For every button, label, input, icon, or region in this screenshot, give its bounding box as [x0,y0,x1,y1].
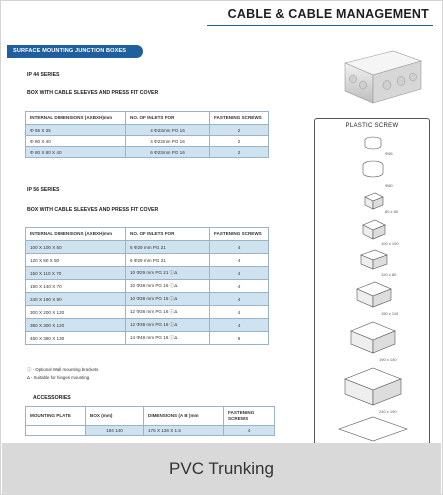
table-cell: 4 Φ23mm PG 16 [126,136,210,147]
table-cell: Φ 65 X 35 [26,125,126,136]
box-label: Φ80 [385,183,393,188]
box-150x110-drawing [357,282,399,316]
box-240x190-drawing [345,368,401,414]
table-row [26,241,269,254]
box-190x140-drawing [351,322,397,362]
table-cell: 12 Φ38 mm PG 16 ⓘΔ [126,306,210,319]
table-header: FASTENING SCREWS [210,112,269,125]
table-cell: 4 [210,254,269,267]
box-label: Φ65 [385,151,393,156]
ip44-series-label: IP 44 SERIES [27,72,60,78]
table-header: DIMENSIONS (A B )mm [144,407,224,426]
table-cell: 190 X 140 X 70 [26,280,126,293]
box-label: 100 x 100 [381,241,399,246]
box-large-drawing [339,417,407,441]
table-header: INTERNAL DIMENSIONS (AXBXH)mm [26,228,126,241]
table-cell: 4 [210,319,269,332]
table-row [26,147,269,158]
table-cell: 12 Φ38 mm PG 16 ⓘΔ [126,319,210,332]
caption-bar[interactable] [2,443,441,495]
table-cell: 240 X 190 X 90 [26,293,126,306]
table-cell: 4 [210,267,269,280]
table-header: NO. OF INLETS FOR [126,112,210,125]
table-row [26,426,275,436]
table-cell: 194 140 [86,426,144,436]
table-cell: 6 [210,332,269,345]
ip44-subtitle: BOX WITH CABLE SLEEVES AND PRESS FIT COVER [27,90,159,96]
box-label: 150 x 110 [381,311,399,316]
table-row [26,254,269,267]
table-cell: 2 [210,125,269,136]
table-cell: 10 Φ29 mm PG 21 ⓘΔ [126,267,210,280]
table-header: NO. OF INLETS FOR [126,228,210,241]
table-cell: 6 Φ29 mm PG 21 [126,254,210,267]
note-hinges: Δ - Suitable for hinges mounting. [27,375,91,380]
ip56-series-label: IP 56 SERIES [27,187,60,193]
accessories-table [25,406,275,436]
table-cell: 6 Φ23mm PG 16 [126,147,210,158]
junction-box-photo [335,45,425,111]
table-cell: 10 Φ38 mm PG 16 ⓘΔ [126,280,210,293]
table-cell: 2 [210,147,269,158]
table-row [26,293,269,306]
table-row [26,125,269,136]
catalog-header-title: CABLE & CABLE MANAGEMENT [227,7,429,21]
box-label: 80 x 80 [385,209,399,214]
table-cell: 176 X 126 X 1.5 [144,426,224,436]
table-cell: 4 [224,426,275,436]
table-cell: 4 [210,293,269,306]
plastic-screw-panel [314,118,430,448]
box-80x80-drawing [365,193,399,214]
product-caption[interactable]: PVC Trunking [169,459,274,478]
table-cell: 14 Φ48 mm PG 16 ⓘΔ [126,332,210,345]
table-row [26,332,269,345]
panel-title: PLASTIC SCREW [345,123,399,129]
table-cell: 2 [210,136,269,147]
header-rule [207,25,433,26]
table-cell: 4 [210,241,269,254]
table-cell: 4 Φ23mm PG 16 [126,125,210,136]
table-cell: Φ 80 X 40 [26,136,126,147]
table-cell: 120 X 80 X 50 [26,254,126,267]
table-row [26,267,269,280]
table-header: FASTENING SCREWS [210,228,269,241]
box-drawings [315,131,431,443]
table-cell: 300 X 200 X 120 [26,306,126,319]
box-65-drawing [365,137,393,156]
box-label: 190 x 140 [379,357,397,362]
box-label: 120 x 80 [381,272,397,277]
table-cell: Φ 80 X 80 X 40 [26,147,126,158]
table-header: MOUNTING PLATE [26,407,86,426]
table-row [26,280,269,293]
ip56-table [25,227,269,345]
table-cell: 4 [210,280,269,293]
table-cell: 380 X 300 X 120 [26,319,126,332]
table-row [26,306,269,319]
box-label: 240 x 190 [379,409,397,414]
table-header: BOX (mm) [86,407,144,426]
ip44-table [25,111,269,158]
table-cell: 150 X 110 X 70 [26,267,126,280]
table-header: FASTENING SCREWS [224,407,275,426]
accessories-title: ACCESSORIES [33,395,71,401]
table-cell: 100 X 100 X 50 [26,241,126,254]
table-cell: 460 X 380 X 130 [26,332,126,345]
table-cell: 6 Φ29 mm PG 21 [126,241,210,254]
table-cell: 4 [210,306,269,319]
note-wall-bracket: ⓘ - Optional Wall mounting brackets [27,367,99,372]
ip56-subtitle: BOX WITH CABLE SLEEVES AND PRESS FIT COVER [27,207,159,213]
table-row [26,319,269,332]
table-header: INTERNAL DIMENSIONS (AXBXH)mm [26,112,126,125]
box-120x80-drawing [361,250,397,277]
table-row [26,136,269,147]
box-80-drawing [363,161,393,188]
section-tab: SURFACE MOUNTING JUNCTION BOXES [7,45,143,58]
table-cell [26,426,86,436]
box-100x100-drawing [363,220,399,246]
table-cell: 10 Φ38 mm PG 16 ⓘΔ [126,293,210,306]
